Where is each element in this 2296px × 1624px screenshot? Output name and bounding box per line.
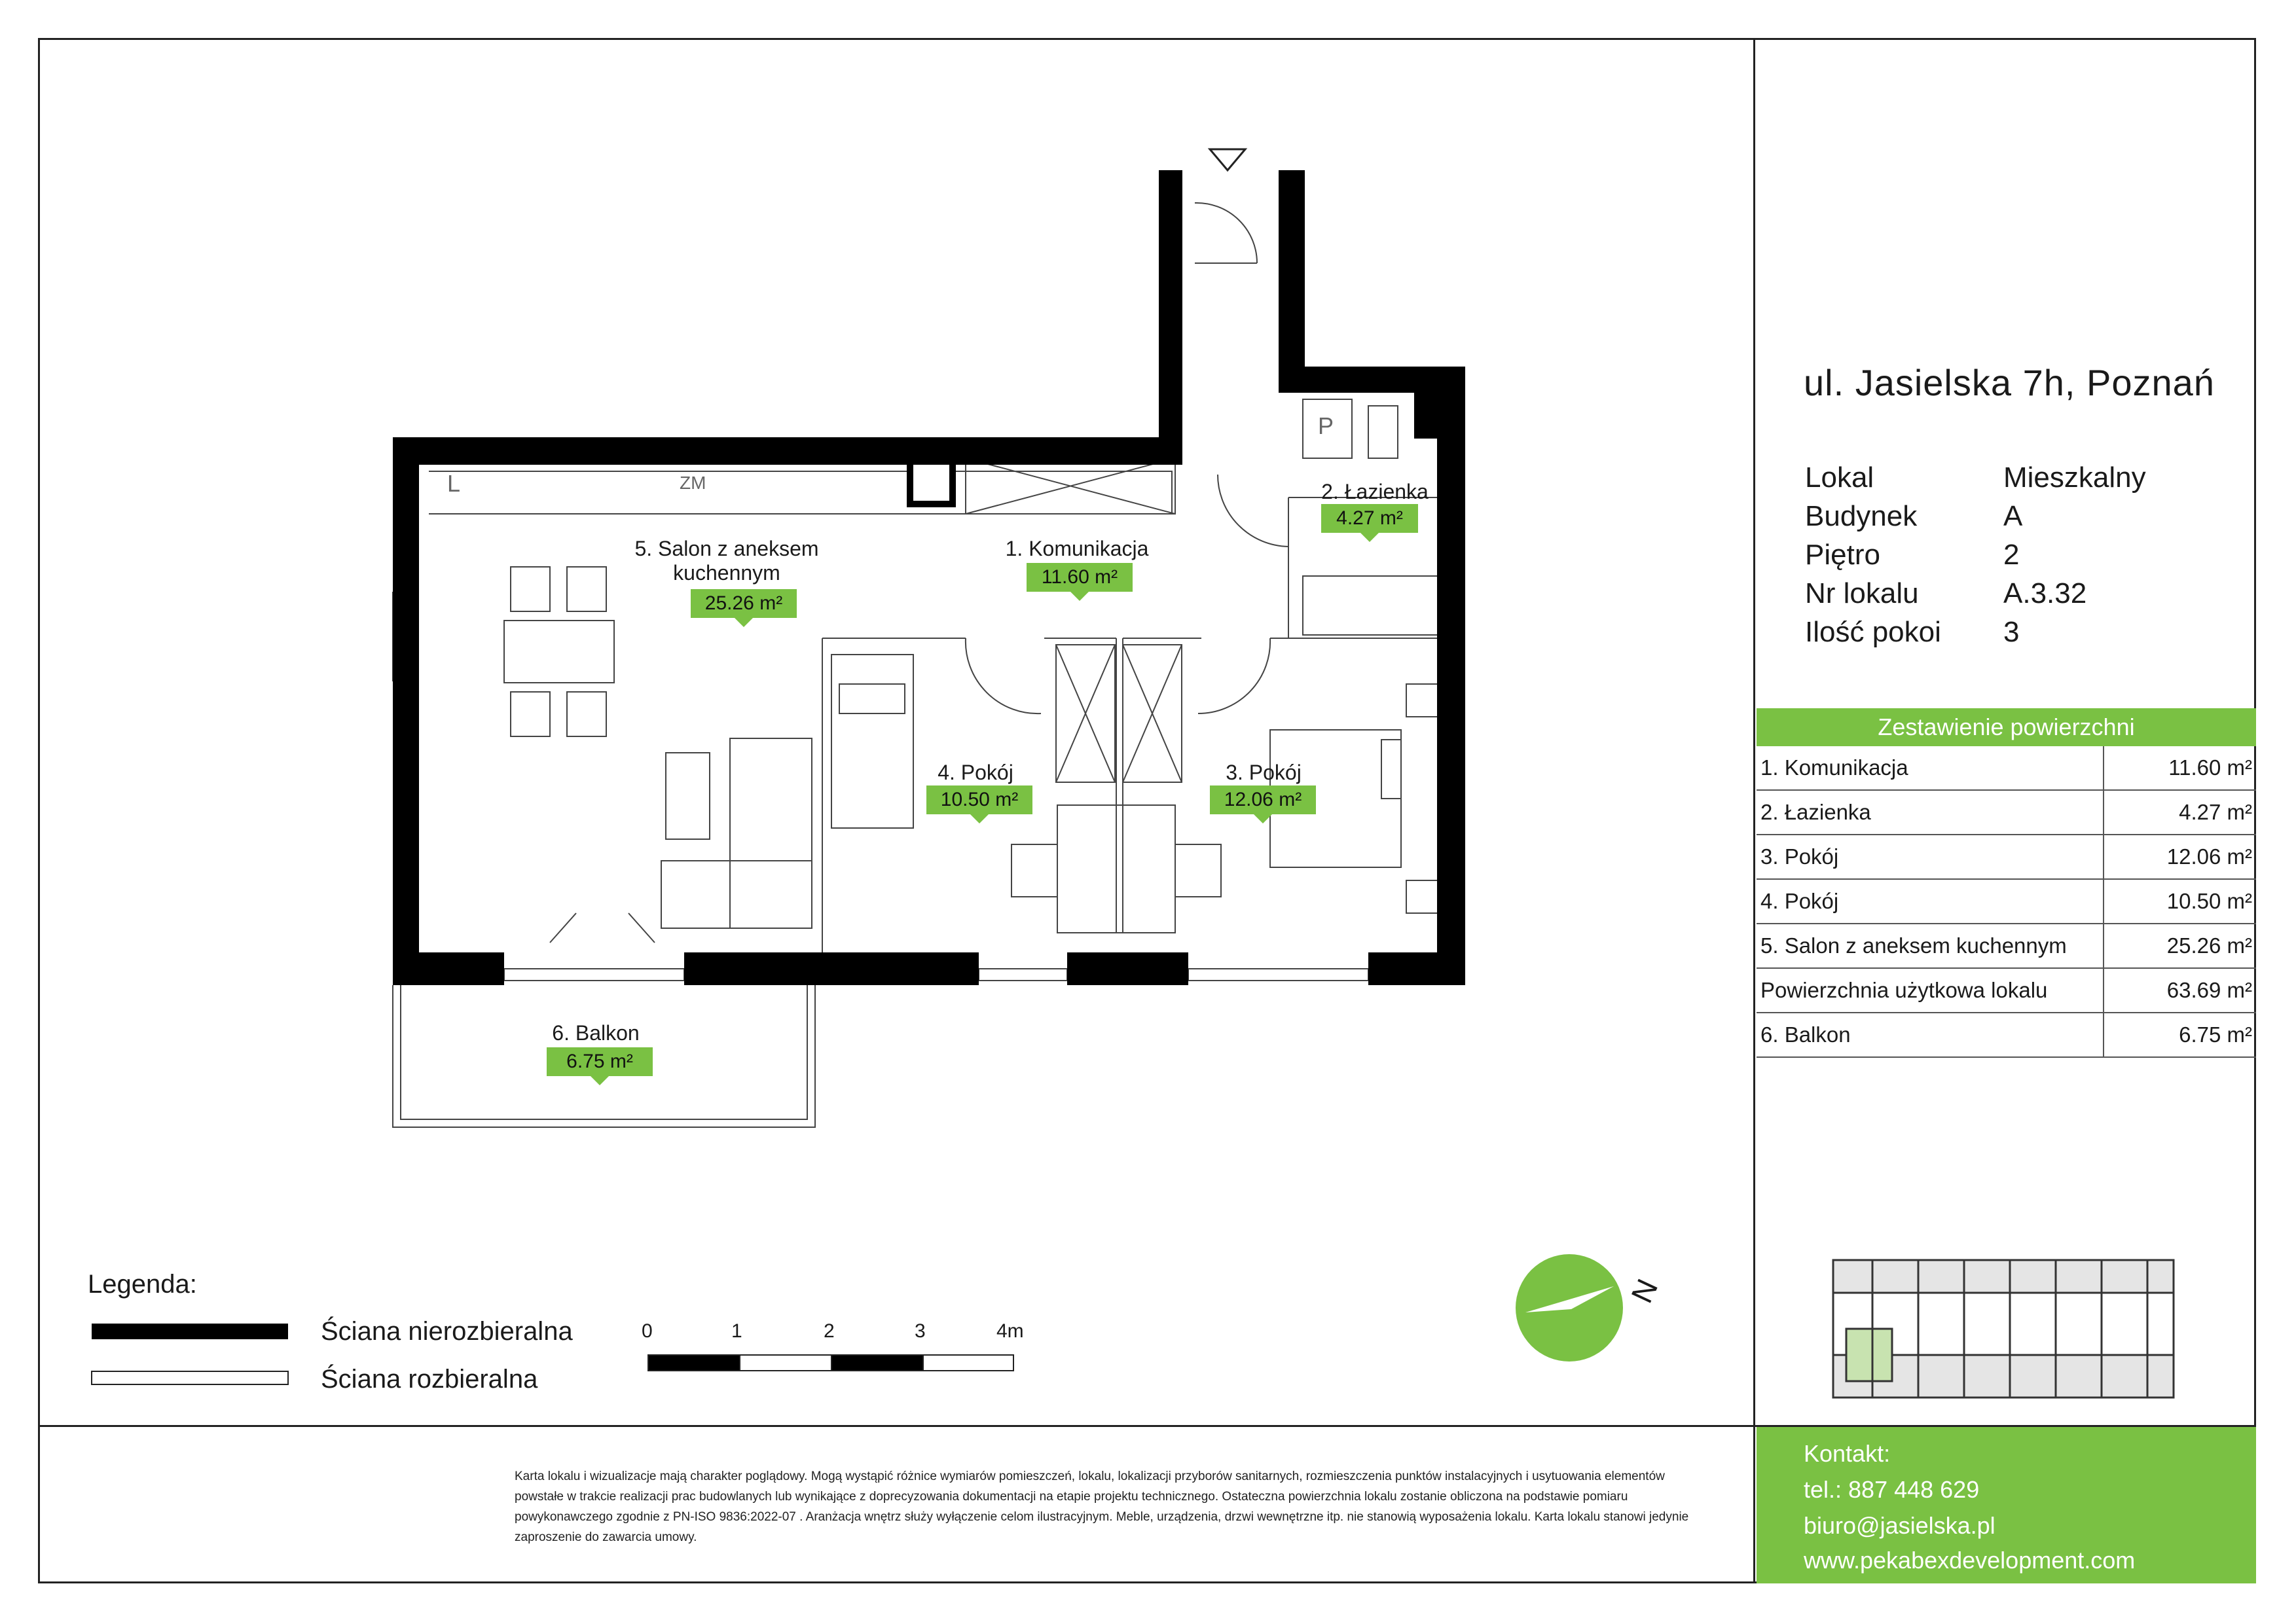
area-value: 63.69 m² <box>2104 968 2256 1013</box>
washer-label: P <box>1318 412 1334 439</box>
table-row <box>1757 1013 2256 1057</box>
room-5-name: 5. Salon z aneksem kuchennym <box>634 537 819 585</box>
scale-tick: 2 <box>824 1320 835 1342</box>
table-row <box>1757 879 2256 924</box>
area-name: 1. Komunikacja <box>1757 746 2104 790</box>
legend-light-wall: Ściana rozbieralna <box>321 1365 538 1394</box>
contact-box <box>1757 1427 2256 1583</box>
table-row <box>1757 790 2256 835</box>
contact-email[interactable]: biuro@jasielska.pl <box>1804 1512 1995 1539</box>
info-value: Mieszkalny <box>2003 461 2146 494</box>
scale-tick: 1 <box>731 1320 742 1342</box>
area-value: 4.27 m² <box>2104 790 2256 835</box>
fridge-label: L <box>447 470 461 497</box>
compass-north-label: N <box>1624 1273 1665 1308</box>
area-value: 25.26 m² <box>2104 924 2256 968</box>
room-3-name: 3. Pokój <box>1226 761 1302 784</box>
info-label: Nr lokalu <box>1805 577 1919 609</box>
info-value: A.3.32 <box>2003 577 2087 609</box>
area-name: 2. Łazienka <box>1757 790 2104 835</box>
scale-tick: 0 <box>642 1320 653 1342</box>
area-name: 3. Pokój <box>1757 835 2104 879</box>
area-value: 11.60 m² <box>2104 746 2256 790</box>
disclaimer: Karta lokalu i wizualizacje mają charakter poglądowy. Mogą wystąpić różnice wymiarów pomieszczeń, lokalu, lokalizacji przyborów sanitarnych, rozmieszczenia punktów instalacyjnych i usytuowania elementów powstałe w trakcie realizacji prac budowlanych lub wynikające z doprecyzowania dokumentacji na etapie projektu technicznego. Ostateczna powierzchnia lokalu zostanie obliczona na podstawie pomiaru powykonawczego zgodnie z PN-ISO 9836:2022-07 . Aranżacja wnętrz służy wyłączenie celom ilustracyjnym. Meble, urządzenia, drzwi wewnętrzne itp. nie stanowią wyposażenia lokalu. Karta lokalu stanowi jedynie zaproszenie do zawarcia umowy. <box>515 1470 1689 1544</box>
legend-title: Legenda: <box>88 1270 197 1299</box>
scale-tick: 4m <box>996 1320 1024 1342</box>
info-value: 3 <box>2003 616 2020 648</box>
info-label: Ilość pokoi <box>1805 616 1941 648</box>
info-label: Lokal <box>1805 461 1874 494</box>
room-4-area: 10.50 m² <box>926 785 1032 814</box>
room-2-area: 4.27 m² <box>1321 504 1418 533</box>
table-row <box>1757 746 2256 790</box>
area-table-heading: Zestawienie powierzchni <box>1757 708 2256 746</box>
table-row <box>1757 924 2256 968</box>
room-2-name: 2. Łazienka <box>1321 480 1429 503</box>
info-label: Piętro <box>1805 539 1880 571</box>
area-value: 12.06 m² <box>2104 835 2256 879</box>
area-name: 6. Balkon <box>1757 1013 2104 1057</box>
contact-title: Kontakt: <box>1804 1440 1891 1467</box>
freezer-label: ZM <box>680 473 706 493</box>
contact-website[interactable]: www.pekabexdevelopment.com <box>1804 1547 2136 1574</box>
room-3-area: 12.06 m² <box>1210 785 1316 814</box>
address: ul. Jasielska 7h, Poznań <box>1804 362 2215 403</box>
room-5-area: 25.26 m² <box>691 589 797 618</box>
room-6-name: 6. Balkon <box>552 1021 640 1045</box>
info-label: Budynek <box>1805 500 1918 532</box>
table-row <box>1757 968 2256 1013</box>
area-name: 5. Salon z aneksem kuchennym <box>1757 924 2104 968</box>
legend-solid-wall: Ściana nierozbieralna <box>321 1317 573 1346</box>
area-value: 10.50 m² <box>2104 879 2256 924</box>
room-4-name: 4. Pokój <box>938 761 1013 784</box>
area-name: Powierzchnia użytkowa lokalu <box>1757 968 2104 1013</box>
info-value: 2 <box>2003 539 2020 571</box>
area-name: 4. Pokój <box>1757 879 2104 924</box>
room-6-area: 6.75 m² <box>547 1047 653 1076</box>
table-row <box>1757 835 2256 879</box>
room-1-area: 11.60 m² <box>1027 563 1133 592</box>
area-table <box>1757 746 2256 1058</box>
contact-phone[interactable]: tel.: 887 448 629 <box>1804 1476 1980 1503</box>
area-value: 6.75 m² <box>2104 1013 2256 1057</box>
scale-tick: 3 <box>915 1320 926 1342</box>
info-value: A <box>2003 500 2023 532</box>
room-1-name: 1. Komunikacja <box>1005 537 1149 560</box>
